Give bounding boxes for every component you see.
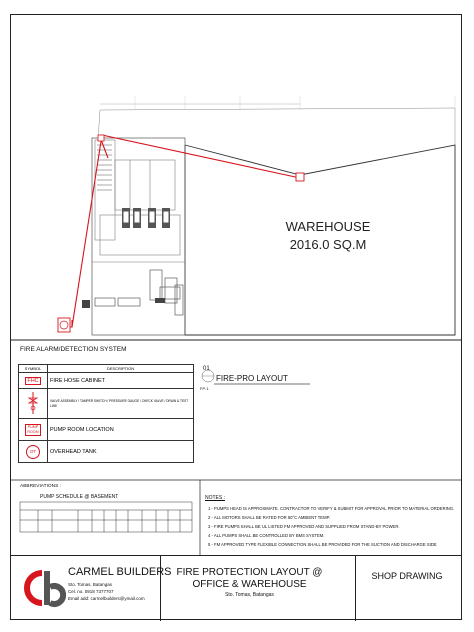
legend-desc: PUMP ROOM LOCATION (48, 419, 194, 441)
office-outline (92, 138, 185, 335)
notes-title: NOTES : (205, 495, 226, 501)
legend-desc: VALVE ASSEMBLY / TAMPER SWITCH / PRESSURE GAUGE / CHECK VALVE / DRAIN & TEST LINE (48, 389, 194, 419)
legend-symbol-fhc (19, 373, 48, 389)
fhc-marker-warehouse (296, 173, 304, 181)
company-contact: Cel. no. 0918 7377707 (68, 589, 114, 594)
note-item: 1 - PUMPS HEAD IS APPROXIMATE. CONTRACTOR TO VERIFY & SUBMIT FOR APPROVAL PRIOR TO MATERIAL ORDERING. (208, 506, 455, 511)
fhc-marker-office (98, 135, 104, 141)
legend-header-row (19, 365, 194, 373)
warehouse-area: 2016.0 SQ.M (289, 237, 367, 252)
pump-schedule-grid (20, 502, 192, 532)
legend-symbol-ot (19, 441, 48, 463)
drawing-type: SHOP DRAWING (371, 571, 443, 581)
legend-desc: FIRE HOSE CABINET (48, 373, 194, 389)
legend-table (18, 364, 194, 463)
view-title: FIRE-PRO LAYOUT (216, 374, 288, 383)
roof-outline (100, 108, 455, 145)
legend-col-description: DESCRIPTION (48, 365, 194, 373)
view-sheet: FP-1 (200, 386, 209, 391)
grid-ticks (135, 96, 455, 110)
legend-symbol-pump (19, 419, 48, 441)
legend-col-symbol: SYMBOL (19, 365, 48, 373)
lower-equipment-fill (82, 298, 165, 308)
company-name: CARMEL BUILDERS (68, 566, 172, 578)
warehouse-name: WAREHOUSE (285, 219, 371, 234)
company-address: Sto. Tomas, Batangas (68, 582, 112, 587)
company-logo-icon (20, 565, 66, 611)
note-item: 3 - FIRE PUMPS SHALL BE UL LISTED FM APPROVED AND SUPPLIED FROM STAND-BY POWER. (208, 524, 400, 529)
legend-symbol-valve (19, 389, 48, 419)
note-item: 5 - FM APPROVED TYPE FLEXIBLE CONNECTION SHALL BE PROVIDED FOR THE SUCTION AND DISCHARGE SIDE (208, 542, 437, 547)
toilet-inner (124, 212, 168, 222)
note-item: 4 - ALL PUMPS SHALL BE CONTROLLED BY BMS SYSTEM. (208, 533, 325, 538)
view-number: 01 (203, 366, 210, 372)
overhead-tank-symbol: OT (26, 445, 40, 459)
legend-row (19, 441, 194, 463)
project-title-line2: OFFICE & WAREHOUSE (192, 579, 307, 590)
project-title-line1: FIRE PROTECTION LAYOUT @ (176, 567, 323, 578)
warehouse-label (258, 218, 398, 254)
pump-schedule-title: PUMP SCHEDULE @ BASEMENT (40, 494, 119, 500)
valve-assembly-icon (26, 392, 40, 414)
legend-row (19, 419, 194, 441)
company-email: Email add: carmelbuilders@ymail.com (68, 596, 145, 601)
legend-row (19, 389, 194, 419)
toilet-fixtures (122, 208, 170, 228)
legend-title: FIRE ALARM/DETECTION SYSTEM (20, 346, 127, 353)
legend-row (19, 373, 194, 389)
lower-equipment (95, 270, 183, 315)
project-location: Sto. Tomas, Batangas (225, 592, 274, 598)
fhc-symbol: FHC (27, 377, 39, 384)
legend-desc: OVERHEAD TANK (48, 441, 194, 463)
note-item: 2 - ALL MOTORS SHALL BE RATED FOR 50°C AMBIENT TEMP. (208, 515, 330, 520)
pump-room-symbol: PUMP ROOM (25, 424, 41, 436)
abbreviations-title: ABBREVIATIONS : (20, 484, 61, 489)
